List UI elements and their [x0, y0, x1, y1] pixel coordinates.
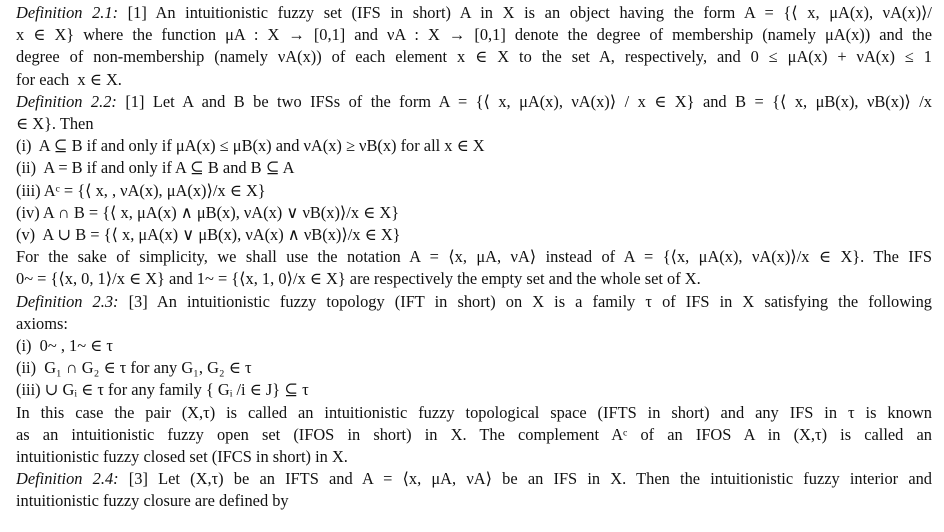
line-text: intuitionistic fuzzy closure are defined by	[16, 491, 289, 511]
line-text: (i) 0~ , 1~ ∈ τ	[16, 336, 113, 356]
text-line	[16, 91, 932, 113]
definition-label: Definition 2.2:	[16, 91, 117, 111]
line-text: degree of non-membership (namely νA(x)) of each element x ∈ X to the set A, respectively, and 0 ≤ μA(x) + νA(x) ≤ 1	[16, 47, 932, 67]
text-line	[16, 490, 932, 512]
line-text: intuitionistic fuzzy closed set (IFCS in short) in X.	[16, 447, 348, 467]
text-line	[16, 291, 932, 313]
line-text: (ii) G₁ ∩ G₂ ∈ τ for any G₁, G₂ ∈ τ	[16, 358, 252, 378]
text-line	[16, 113, 932, 135]
text-line	[16, 379, 932, 401]
text-line	[16, 446, 932, 468]
line-text: as an intuitionistic fuzzy open set (IFOS in short) in X. The complement Aᶜ of an IFOS A in (X,τ) is called an	[16, 424, 932, 444]
line-text: (i) A ⊆ B if and only if μA(x) ≤ μB(x) and νA(x) ≥ νB(x) for all x ∈ X	[16, 136, 485, 156]
text-line	[16, 46, 932, 68]
definition-label: Definition 2.1:	[16, 3, 119, 22]
text-line	[16, 202, 932, 224]
line-text: (v) A ∪ B = {⟨ x, μA(x) ∨ μB(x), νA(x) ∧ νB(x)⟩/x ∈ X}	[16, 225, 401, 245]
text-line	[16, 402, 932, 424]
line-text: For the sake of simplicity, we shall use the notation A = ⟨x, μA, νA⟩ instead of A = {⟨x, μA(x), νA(x)⟩/x ∈ X}. The IFS	[16, 247, 932, 267]
definitions-text	[16, 2, 932, 513]
definition-label: Definition 2.3:	[16, 291, 119, 311]
line-text: for each x ∈ X.	[16, 69, 122, 89]
line-text: (ii) A = B if and only if A ⊆ B and B ⊆ A	[16, 158, 295, 178]
line-text: [1] An intuitionistic fuzzy set (IFS in short) A in X is an object having the form A = {⟨ x, μA(x), νA(x)⟩/	[118, 3, 932, 22]
text-line	[16, 268, 932, 290]
text-line	[16, 69, 932, 91]
text-line	[16, 313, 932, 335]
line-text: ∈ X}. Then	[16, 114, 94, 134]
text-line	[16, 424, 932, 446]
text-line	[16, 224, 932, 246]
line-text: axioms:	[16, 313, 68, 333]
text-line	[16, 468, 932, 490]
text-line	[16, 24, 932, 46]
text-line	[16, 180, 932, 202]
line-text: (iii) Aᶜ = {⟨ x, , νA(x), μA(x)⟩/x ∈ X}	[16, 180, 266, 200]
line-text: In this case the pair (X,τ) is called an intuitionistic fuzzy topological space (IFTS in short) and any IFS in τ is known	[16, 402, 932, 422]
line-text: [3] Let (X,τ) be an IFTS and A = ⟨x, μA, νA⟩ be an IFS in X. Then the intuitionistic fuzzy interior and	[118, 469, 932, 489]
text-line	[16, 157, 932, 179]
definition-label: Definition 2.4:	[16, 469, 119, 489]
line-text: [3] An intuitionistic fuzzy topology (IFT in short) on X is a family τ of IFS in X satisfying the following	[118, 291, 932, 311]
text-line	[16, 246, 932, 268]
text-line	[16, 2, 932, 24]
text-line	[16, 357, 932, 379]
line-text: 0~ = {⟨x, 0, 1⟩/x ∈ X} and 1~ = {⟨x, 1, 0⟩/x ∈ X} are respectively the empty set and the whole set of X.	[16, 269, 701, 289]
line-text: (iv) A ∩ B = {⟨ x, μA(x) ∧ μB(x), νA(x) ∨ νB(x)⟩/x ∈ X}	[16, 202, 400, 222]
line-text: [1] Let A and B be two IFSs of the form A = {⟨ x, μA(x), νA(x)⟩ / x ∈ X} and B = {⟨ x, μB(x), νB(x)⟩ /x	[116, 91, 932, 111]
line-text: x ∈ X} where the function μA : X → [0,1] and νA : X → [0,1] denote the degree of membership (namely μA(x)) and the	[16, 25, 932, 45]
text-line	[16, 135, 932, 157]
line-text: (iii) ∪ Gᵢ ∈ τ for any family { Gᵢ /i ∈ J} ⊆ τ	[16, 380, 309, 400]
text-line	[16, 335, 932, 357]
